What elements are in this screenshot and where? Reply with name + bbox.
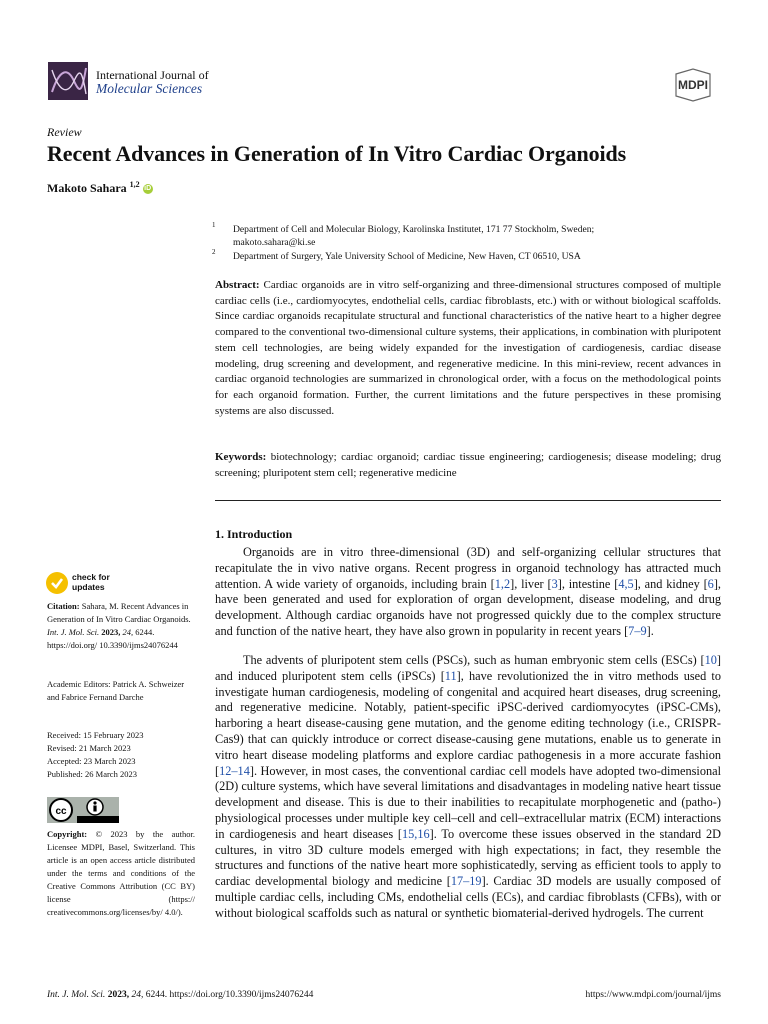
citation-link[interactable]: 10 [704, 653, 717, 667]
body-text: ], and kidney [ [633, 576, 708, 591]
citation-year: 2023, [101, 627, 121, 637]
copyright-label: Copyright: [47, 829, 88, 839]
intro-paragraph-1 [215, 545, 721, 640]
check-for-updates-label [72, 572, 110, 592]
citation-link[interactable]: 1,2 [494, 576, 511, 591]
abstract-label: Abstract: [215, 279, 260, 291]
footer-journal-url[interactable]: https://www.mdpi.com/journal/ijms [585, 990, 721, 1000]
citation-journal: Int. J. Mol. Sci. [47, 627, 100, 637]
keywords-label: Keywords: [215, 451, 267, 463]
footer-journal: Int. J. Mol. Sci. [47, 990, 106, 1000]
author-email[interactable]: makoto.sahara@ki.se [233, 237, 316, 248]
body-text: ]. Cardiac 3D models are usually composed of multiple cardiac cells, including CMs, endothelial cells (ECs), and cardiac fibroblasts (CFBs), with or without biological scaffolds such as natural or synthetic biomaterial-derived hydrogels. The current [215, 874, 721, 920]
body-text: ]. To overcome these issues observed in the standard 2D cultures, in vitro 3D culture models emerged with high expectations; in fact, they resemble the structures and functions of the native heart more sophisticatedly, serving as efficient tools to apply to cardiac developmental biology and medicine [ [215, 826, 721, 889]
citation-link[interactable]: 6 [707, 576, 714, 591]
cc-by-license-icon[interactable] [47, 797, 119, 823]
citation-doi[interactable]: 6244. https://doi.org/ 10.3390/ijms24076244 [47, 627, 178, 650]
footer-citation [47, 990, 313, 1000]
abstract [215, 278, 721, 419]
affiliation-2 [212, 248, 715, 263]
body-text: ]. However, in most cases, the conventional cardiac cell models have adopted two-dimensional (2D) culture systems, which have several limitations and disadvantages in modeling native heart tissue development and disease. This is due to their inabilities to recapitulate morphogenetic and (patho-) physiological processes under multiple key cell–cell and cell–extracellular matrix (ECM) interactions in cardiogenesis and heart diseases [ [215, 763, 721, 841]
received-date: Received: 15 February 2023 [47, 730, 144, 740]
citation-link[interactable]: 3 [551, 576, 558, 591]
citation-link[interactable]: 17–19 [450, 874, 482, 889]
keywords [215, 450, 721, 481]
body-text: ]. [646, 623, 654, 638]
affiliation-text: Department of Surgery, Yale University School of Medicine, New Haven, CT 06510, USA [233, 251, 581, 262]
orcid-icon[interactable]: iD [144, 185, 152, 192]
citation-label: Citation: [47, 601, 80, 611]
academic-editors: Academic Editors: Patrick A. Schweizer and Fabrice Fernand Darche [47, 679, 185, 702]
section-divider [215, 500, 721, 501]
citation-link[interactable]: 12–14 [219, 763, 250, 778]
citation-link[interactable]: 4,5 [618, 576, 634, 591]
keywords-text: biotechnology; cardiac organoid; cardiac tissue engineering; cardiogenesis; disease modeling; drug screening; pluripotent stem cell; regenerative medicine [215, 451, 722, 479]
body-text: ], have been generated and used for exploration of organ development, disease modeling, and drug development. Although cardiac organoids have not progressed quickly due to the complex structure and function of the native heart, they have also grown in popularity in recent years [ [215, 576, 721, 638]
mdpi-logo-text: MDPI [678, 78, 708, 92]
abstract-text: Cardiac organoids are in vitro self-organizing and three-dimensional structures composed of multiple cardiac cells (i.e., cardiomyocytes, endothelial cells, cardiac fibroblasts, etc.) with or without biological scaffolds. Since cardiac organoids recapitulate structural and functional characteristics of the native heart to a higher degree compared to the conventional two-dimensional culture systems, their applications, in combination with pluripotent stem cell technologies, are being widely expanded for the investigation of cardiogenesis, cardiac disease modeling, drug screening and development, and regenerative medicine. In this mini-review, recent advances in cardiac organoid technologies are summarized in chronological order, with a focus on the methodological points for each organoid formation. Further, the current limitations and the future perspectives in these promising systems are also discussed. [215, 279, 722, 417]
body-text: The advents of pluripotent stem cells (PSCs), such as human embryonic stem cells (ESCs) [ [243, 653, 705, 667]
affiliation-number: 2 [212, 248, 216, 256]
dates-block [47, 729, 195, 781]
citation-block [47, 600, 195, 652]
footer-volume: 24, [131, 990, 144, 1000]
journal-name [96, 68, 209, 96]
check-line1: check for [72, 572, 110, 582]
check-line2: updates [72, 582, 105, 592]
check-for-updates-icon [46, 572, 68, 594]
body-text: ], have revolutionized the in vitro methods used to investigate human cardiogenesis, modeling of congenital and acquired heart diseases, drug screening, and regenerative medicine. Notably, patient-specific iPSC-derived cardiomyocytes (iPSC-CMs), harboring a heart disease-causing gene mutation, and the genome editing technology (i.e., CRISPR-Cas9) that can quickly introduce or correct disease-causing gene mutations, enable us to generate in vitro heart disease modeling platforms and explore cardiac pathogenesis in a more accurate fashion [ [215, 668, 721, 778]
affiliation-1 [212, 221, 715, 236]
journal-name-line1: International Journal of [96, 68, 209, 82]
intro-paragraph-2 [215, 653, 721, 922]
citation-link[interactable]: 15,16 [401, 826, 430, 841]
article-type: Review [47, 125, 82, 139]
accepted-date: Accepted: 23 March 2023 [47, 756, 136, 766]
svg-text:cc: cc [55, 806, 67, 817]
author-affiliation-sup: 1,2 [129, 180, 140, 189]
affiliation-number: 1 [212, 221, 216, 229]
citation-text: Sahara, M. Recent Advances in Generation of In Vitro Cardiac Organoids. [47, 601, 191, 624]
journal-name-line2: Molecular Sciences [96, 81, 203, 96]
affiliation-text: Department of Cell and Molecular Biology, Karolinska Institutet, 171 77 Stockholm, Sweden; [233, 224, 595, 235]
body-text: ], liver [ [510, 576, 552, 591]
author-name[interactable]: Makoto Sahara [47, 181, 127, 195]
revised-date: Revised: 21 March 2023 [47, 743, 131, 753]
check-for-updates-button[interactable] [46, 572, 136, 596]
article-title: Recent Advances in Generation of In Vitro Cardiac Organoids [47, 141, 627, 166]
citation-volume: 24, [122, 627, 134, 637]
body-text: Organoids are in vitro three-dimensional (3D) and self-organizing cellular structures that recapitulate the in vivo native organs. Recent progress in organoid technology has attracted much attention. A wide variety of organoids, including brain [ [215, 545, 721, 591]
published-date: Published: 26 March 2023 [47, 769, 137, 779]
author-line [47, 180, 153, 196]
body-text: ] and induced pluripotent stem cells (iPSCs) [ [215, 653, 721, 683]
copyright-block [47, 828, 195, 919]
section-heading-introduction: 1. Introduction [215, 527, 293, 541]
citation-link[interactable]: 7–9 [628, 623, 647, 638]
footer-year: 2023, [107, 990, 130, 1000]
journal-logo [48, 62, 88, 100]
affiliation-email [215, 236, 715, 249]
body-text: ], intestine [ [557, 576, 619, 591]
copyright-text: © 2023 by the author. Licensee MDPI, Basel, Switzerland. This article is an open access article distributed under the terms and conditions of the Creative Commons Attribution (CC BY) license (https:// creativecommons.org/licenses/by/ 4.0/). [47, 829, 196, 917]
footer-doi[interactable]: 6244. https://doi.org/10.3390/ijms24076244 [145, 990, 314, 1000]
citation-link[interactable]: 11 [444, 668, 457, 683]
